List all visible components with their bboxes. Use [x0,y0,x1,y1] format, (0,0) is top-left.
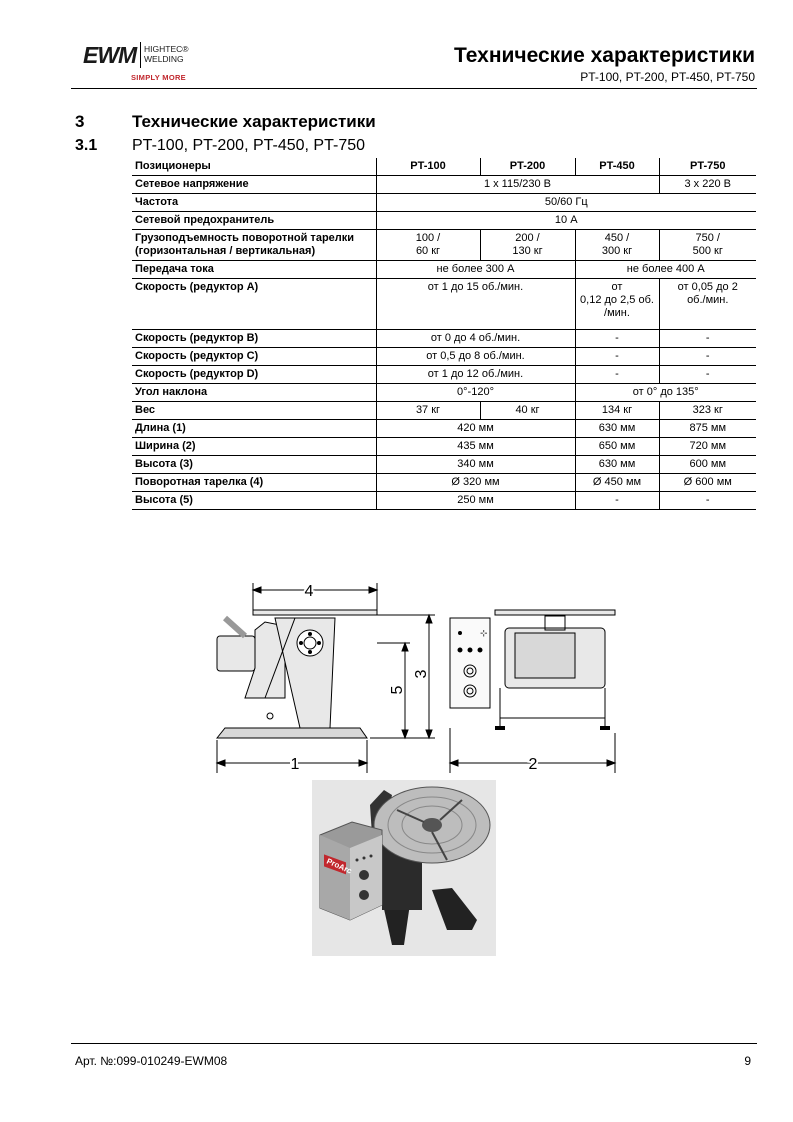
row-label: Высота (5) [132,492,376,510]
cell: 323 кг [659,402,756,420]
cell-line: 300 кг [601,245,633,257]
logo-tagline: SIMPLY MORE [131,73,186,82]
row-label: Сетевой предохранитель [132,212,376,230]
cell: - [575,366,659,384]
cell: 37 кг [376,402,480,420]
ewm-logo [83,38,203,86]
header-title: Технические характеристики [453,44,755,67]
table-row [132,492,756,510]
logo-ewm-text: EWM [83,42,137,68]
row-label: Ширина (2) [132,438,376,456]
cell: Ø 450 мм [575,474,659,492]
cell: - [659,492,756,510]
cell: 134 кг [575,402,659,420]
logo-hightec-text: HIGHTEC® WELDING [144,44,189,64]
table-row [132,212,756,230]
row-label: Вес [132,402,376,420]
dim-label-3: 3 [413,669,430,679]
table-row [132,474,756,492]
row-label: Поворотная тарелка (4) [132,474,376,492]
row-label: Высота (3) [132,456,376,474]
logo-line1: HIGHTEC [144,44,183,54]
header-divider [71,88,757,89]
table-row [132,348,756,366]
cell: 720 мм [659,438,756,456]
logo-separator [140,42,141,68]
cell: 600 мм [659,456,756,474]
row-label: Частота [132,194,376,212]
dim-label-4: 4 [304,583,314,600]
footer-divider [71,1043,757,1044]
cell: от 0 до 4 об./мин. [376,330,575,348]
logo-line2: WELDING [144,54,184,64]
spec-table [132,158,756,510]
table-row [132,158,756,176]
cell: - [659,366,756,384]
cell: 630 мм [575,456,659,474]
row-label: Угол наклона [132,384,376,402]
cell: 40 кг [480,402,575,420]
table-row [132,402,756,420]
cell: 3 x 220 В [659,176,756,194]
cell-line: 750 / [695,232,720,244]
cell: 630 мм [575,420,659,438]
cell: - [575,492,659,510]
cell-line: 200 / [515,232,540,244]
cell [659,279,756,330]
cell: 250 мм [376,492,575,510]
cell [480,230,575,261]
cell: от 0,5 до 8 об./мин. [376,348,575,366]
cell-line: 450 / [604,232,630,244]
cell-line: 60 кг [415,245,441,257]
cell: от 1 до 12 об./мин. [376,366,575,384]
photo-brand-label: ProArc [325,856,354,876]
header-subtitle: PT-100, PT-200, PT-450, PT-750 [580,70,755,84]
head-pt100: PT-100 [376,158,480,176]
product-photo [312,780,496,956]
table-row [132,366,756,384]
cell [659,230,756,261]
cell: 435 мм [376,438,575,456]
row-label [132,230,376,261]
cell [575,230,659,261]
head-pt200: PT-200 [480,158,575,176]
label-line: Грузоподъемность поворотной тарелки [135,232,355,244]
subsection-title: PT-100, PT-200, PT-450, PT-750 [132,137,366,154]
table-row [132,230,756,261]
dim-label-5: 5 [389,685,406,695]
table-row [132,330,756,348]
table-row [132,194,756,212]
cell-line: от [611,281,623,293]
table-row [132,420,756,438]
cell: от 1 до 15 об./мин. [376,279,575,330]
cell [376,230,480,261]
dim-label-1: 1 [290,756,300,773]
section-number: 3 [75,112,85,131]
cell: - [659,348,756,366]
row-label: Длина (1) [132,420,376,438]
page-number: 9 [744,1054,751,1068]
cell: 340 мм [376,456,575,474]
row-label: Скорость (редуктор D) [132,366,376,384]
row-label: Скорость (редуктор C) [132,348,376,366]
head-pt450: PT-450 [575,158,659,176]
cell: 10 А [376,212,756,230]
table-row [132,261,756,279]
head-label: Позиционеры [132,158,376,176]
table-row [132,176,756,194]
cell: Ø 600 мм [659,474,756,492]
cell: от 0° до 135° [575,384,756,402]
dim-label-2: 2 [528,756,538,773]
cell: не более 300 А [376,261,575,279]
cell: 875 мм [659,420,756,438]
cell [575,279,659,330]
cell-line: /мин. [604,307,630,319]
article-number: Арт. №:099-010249-EWM08 [75,1054,228,1068]
cell: не более 400 А [575,261,756,279]
row-label: Скорость (редуктор А) [132,279,376,330]
label-line: (горизонтальная / вертикальная) [135,245,316,257]
cell-line: 0,12 до 2,5 об. [580,294,654,306]
subsection-number: 3.1 [75,137,98,154]
cell: Ø 320 мм [376,474,575,492]
svg-text:⊹: ⊹ [480,629,488,639]
row-label: Скорость (редуктор B) [132,330,376,348]
cell-line: 100 / [415,232,441,244]
table-row [132,438,756,456]
cell: - [575,330,659,348]
head-pt750: PT-750 [659,158,756,176]
table-row [132,279,756,330]
table-row [132,456,756,474]
cell-line: об./мин. [687,294,729,306]
cell: 420 мм [376,420,575,438]
row-label: Сетевое напряжение [132,176,376,194]
cell: - [575,348,659,366]
cell: 50/60 Гц [376,194,756,212]
cell: 0°-120° [376,384,575,402]
cell-line: 130 кг [512,245,543,257]
section-title: Технические характеристики [132,112,376,131]
row-label: Передача тока [132,261,376,279]
dimension-drawing [205,578,625,773]
cell: 650 мм [575,438,659,456]
table-row [132,384,756,402]
cell-line: 500 кг [692,245,723,257]
cell: 1 x 115/230 В [376,176,659,194]
cell: - [659,330,756,348]
cell-line: от 0,05 до 2 [677,281,738,293]
